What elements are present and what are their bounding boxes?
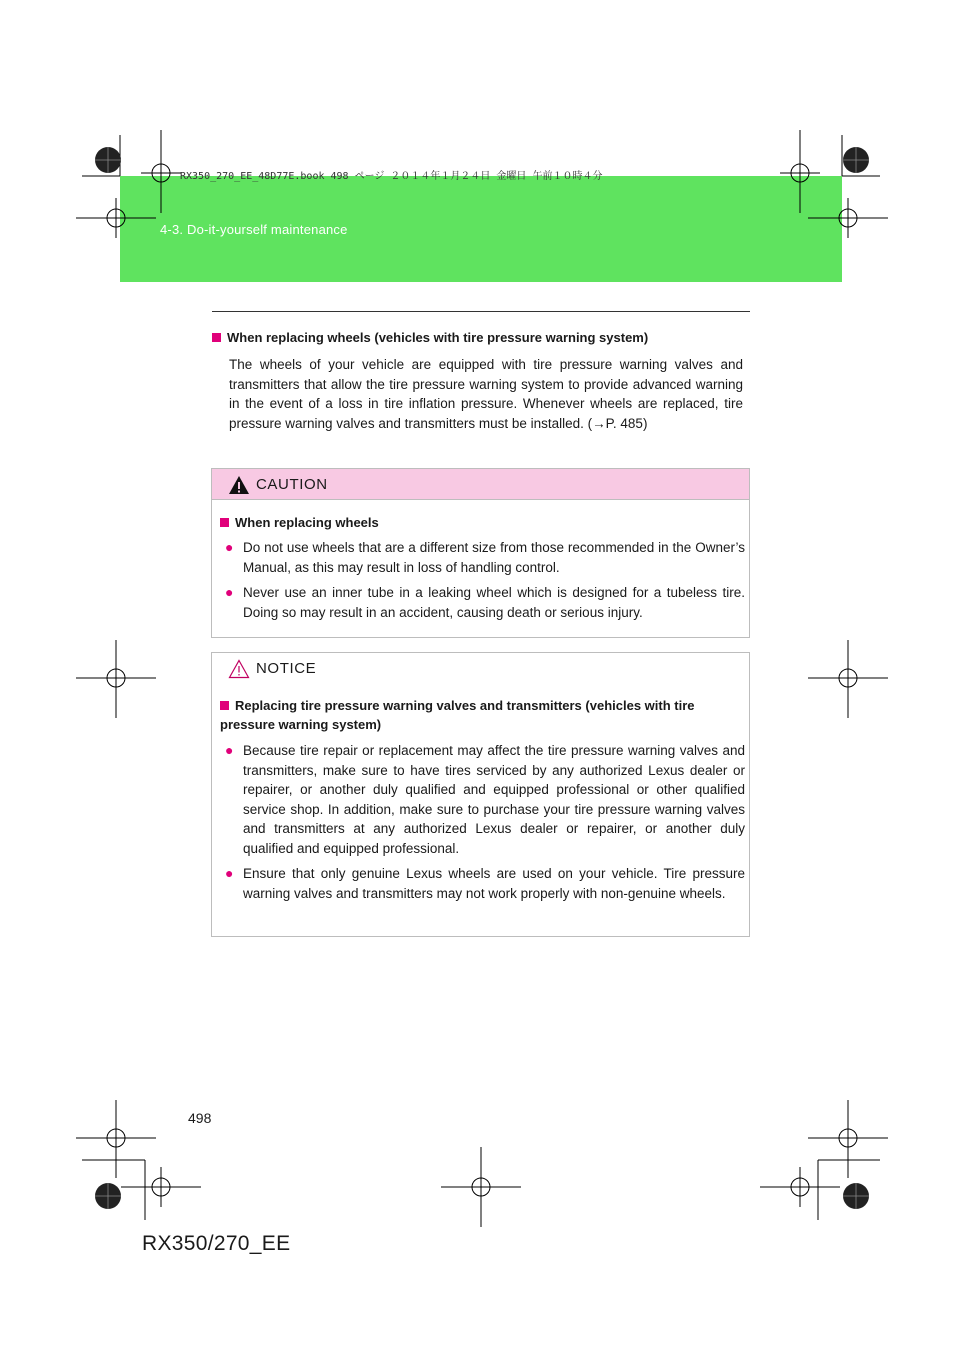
page-number: 498 — [188, 1110, 212, 1126]
bullet-icon: ● — [225, 584, 234, 600]
section-heading-text: When replacing wheels (vehicles with tire pressure warning system) — [227, 330, 649, 345]
square-marker-icon — [212, 333, 221, 342]
notice-header — [212, 653, 749, 683]
notice-subheading-text: Replacing tire pressure warning valves and transmitters (vehicles with tire pressure warning system) — [220, 698, 695, 732]
square-marker-icon — [220, 518, 229, 527]
notice-subheading — [220, 696, 740, 734]
model-label: RX350/270_EE — [142, 1232, 291, 1255]
caution-item-text: Do not use wheels that are a different size from those recommended in the Owner’s Manual, as this may result in loss of handling control. — [243, 540, 745, 575]
section-heading — [212, 330, 648, 345]
warning-triangle-outline-icon — [228, 659, 250, 679]
notice-item-text: Because tire repair or replacement may affect the tire pressure warning valves and transmitters, make sure to have tires serviced by any authorized Lexus dealer or repairer, or another duly qualified and equipped professional or other qualified service shop. In addition, make sure to purchase your tire pressure warning valves and transmitters at any authorized Lexus dealer or repairer, or another duly qualified and equipped professional. — [243, 743, 745, 856]
caution-subheading — [220, 513, 740, 532]
caution-item-text: Never use an inner tube in a leaking wheel which is designed for a tubeless tire. Doing so may result in an accident, causing death or serious injury. — [243, 585, 745, 620]
caution-title: CAUTION — [256, 476, 328, 493]
caution-item — [220, 538, 745, 577]
caution-box — [211, 468, 750, 638]
caution-item — [220, 583, 745, 622]
caution-subheading-text: When replacing wheels — [235, 515, 379, 530]
notice-box — [211, 652, 750, 937]
bullet-icon: ● — [225, 539, 234, 555]
section-label: 4-3. Do-it-yourself maintenance — [160, 222, 348, 237]
notice-item — [220, 864, 745, 903]
section-body: The wheels of your vehicle are equipped with tire pressure warning valves and transmitters that allow the tire pressure warning system to provide advanced warning in the event of a loss in tire inflation pressure. Whenever wheels are replaced, tire pressure warning valves and transmitters must be installed. (→P. 485) — [229, 357, 743, 431]
bullet-icon: ● — [225, 865, 234, 881]
section-rule — [212, 311, 750, 312]
notice-item — [220, 741, 745, 858]
book-metadata: RX350_270_EE_48D77E.book 498 ページ ２０１４年１月２４日 金曜日 午前１０時４分 — [180, 171, 603, 182]
bullet-icon: ● — [225, 742, 234, 758]
caution-header — [212, 469, 749, 500]
notice-item-text: Ensure that only genuine Lexus wheels are used on your vehicle. Tire pressure warning valves and transmitters may not work properly with non-genuine wheels. — [243, 866, 745, 901]
notice-title: NOTICE — [256, 660, 317, 677]
square-marker-icon — [220, 701, 229, 710]
warning-triangle-icon — [228, 475, 250, 495]
